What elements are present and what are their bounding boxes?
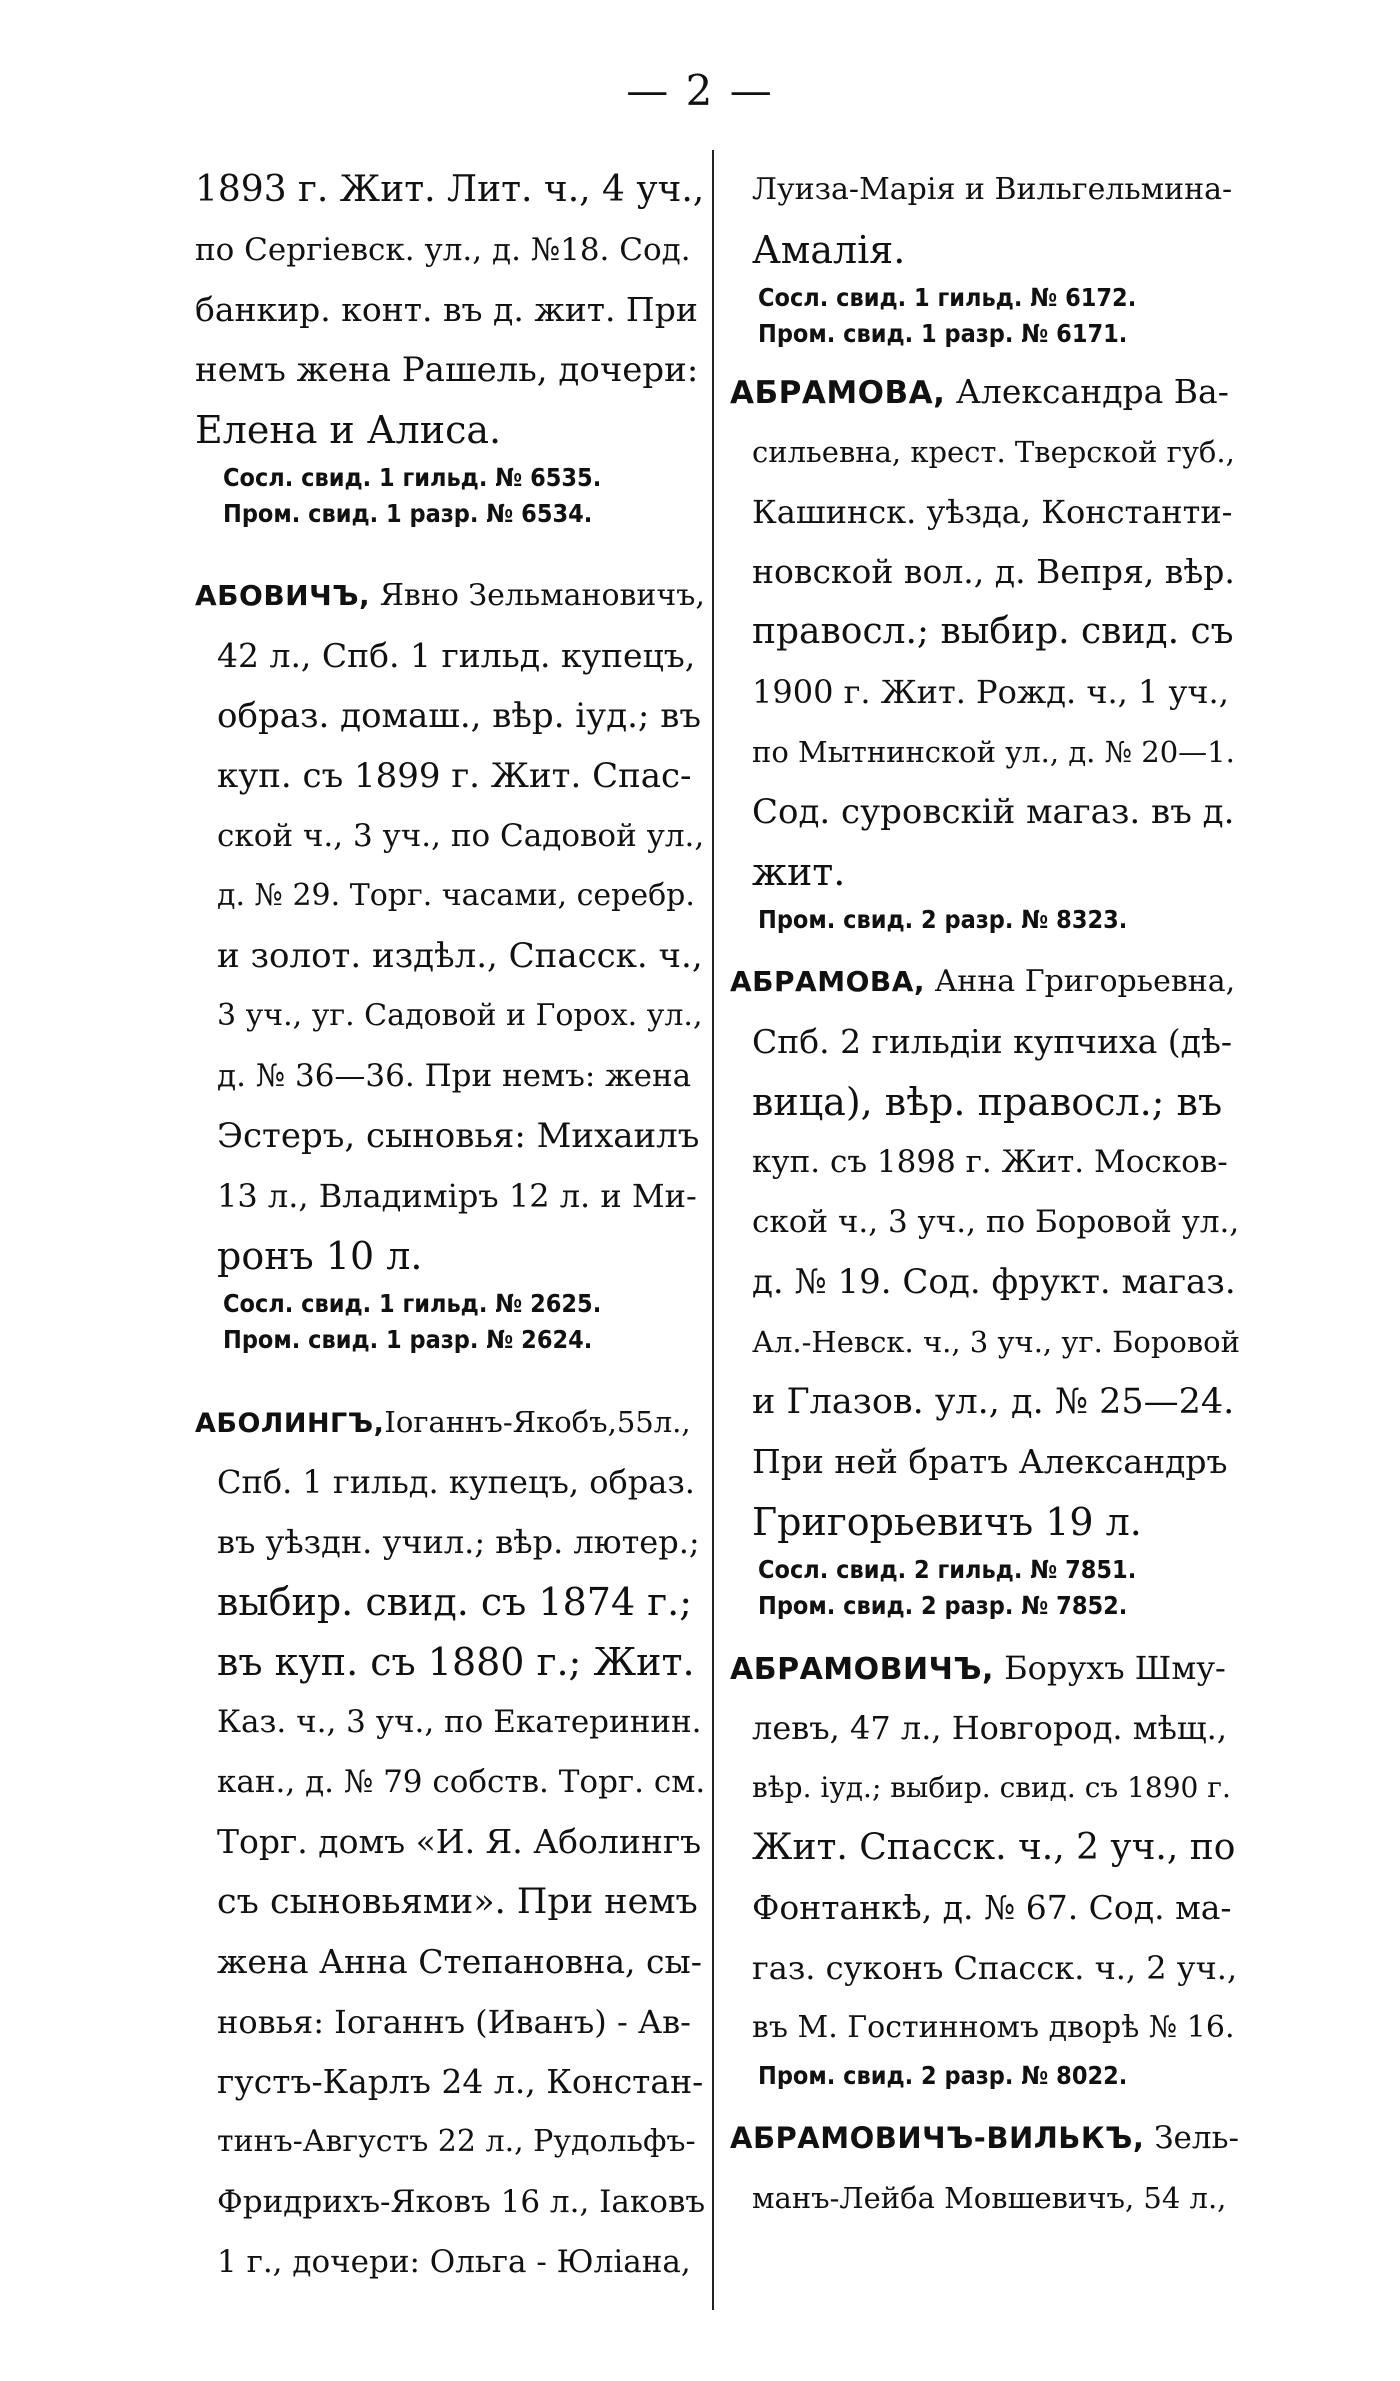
text-line: куп. съ 1899 г. Жит. Спас- bbox=[217, 756, 692, 796]
text-line: тинъ-Августъ 22 л., Рудольфъ- bbox=[217, 2124, 696, 2159]
text-line: 13 л., Владиміръ 12 л. и Ми- bbox=[217, 1177, 697, 1215]
text-line: новья: Іоганнъ (Иванъ) - Ав- bbox=[217, 2003, 691, 2041]
text-line: Ал.-Невск. ч., 3 уч., уг. Боровой bbox=[752, 1325, 1240, 1359]
text-line: Луиза-Марія и Вильгельмина- bbox=[752, 172, 1233, 207]
text-line: Сод. суровскій магаз. въ д. bbox=[752, 792, 1235, 832]
text-line: по Сергіевск. ул., д. №18. Сод. bbox=[195, 232, 691, 268]
text-line: Григорьевичъ 19 л. bbox=[752, 1500, 1142, 1544]
text-line: новской вол., д. Вепря, вѣр. bbox=[752, 552, 1235, 591]
text-line: Эстеръ, сыновья: Михаилъ bbox=[217, 1116, 700, 1156]
text-line: д. № 36—36. При немъ: жена bbox=[217, 1058, 692, 1094]
text-line: вѣр. іуд.; выбир. свид. съ 1890 г. bbox=[752, 1771, 1231, 1804]
text-line: съ сыновьями». При немъ bbox=[217, 1882, 698, 1922]
text-line: въ куп. съ 1880 г.; Жит. bbox=[217, 1640, 695, 1684]
text-line: Елена и Алиса. bbox=[195, 408, 502, 452]
text-line: выбир. свид. съ 1874 г.; bbox=[217, 1580, 692, 1624]
left-column bbox=[195, 160, 705, 2292]
text-line: Амалія. bbox=[752, 228, 906, 272]
text-line: ронъ 10 л. bbox=[217, 1234, 423, 1278]
entry-surname: АБРАМОВИЧЪ-ВИЛЬКЪ, bbox=[730, 2121, 1145, 2155]
entry-surname: АБРАМОВА, bbox=[730, 375, 946, 411]
entry-surname: АБОВИЧЪ, bbox=[195, 579, 371, 612]
entry-surname: АБОЛИНГЪ, bbox=[195, 1408, 385, 1439]
entry-heading-rest: Явно Зельмановичъ, bbox=[370, 578, 705, 613]
entry-heading bbox=[195, 566, 705, 626]
text-line: д. № 29. Торг. часами, серебр. bbox=[217, 878, 695, 913]
text-line: 1893 г. Жит. Лит. ч., 4 уч., bbox=[195, 169, 705, 210]
text-line: Фридрихъ-Яковъ 16 л., Іаковъ bbox=[217, 2184, 706, 2220]
text-line: въ М. Гостинномъ дворѣ № 16. bbox=[752, 2010, 1235, 2045]
text-line: и Глазов. ул., д. № 25—24. bbox=[752, 1382, 1235, 1422]
license-line: Пром. свид. 2 разр. № 7852. bbox=[758, 1591, 1128, 1620]
entry-surname: АБРАМОВА, bbox=[730, 965, 926, 998]
text-line: кан., д. № 79 собств. Торг. см. bbox=[217, 1764, 706, 1800]
text-line: вица), вѣр. правосл.; въ bbox=[752, 1080, 1223, 1124]
text-line: левъ, 47 л., Новгород. мѣщ., bbox=[752, 1709, 1228, 1747]
license-line: Пром. свид. 1 разр. № 6171. bbox=[758, 319, 1128, 348]
license-line: Сосл. свид. 1 гильд. № 6172. bbox=[758, 283, 1137, 312]
text-line: 3 уч., уг. Садовой и Горох. ул., bbox=[217, 998, 703, 1033]
text-line: куп. съ 1898 г. Жит. Москов- bbox=[752, 1144, 1228, 1180]
license-line: Сосл. свид. 2 гильд. № 7851. bbox=[758, 1555, 1137, 1584]
text-line: Жит. Спасск. ч., 2 уч., по bbox=[752, 1827, 1236, 1868]
entry-heading bbox=[730, 1638, 1240, 1698]
text-line: Спб. 2 гильдіи купчиха (дѣ- bbox=[752, 1022, 1233, 1061]
entry-heading bbox=[730, 2108, 1240, 2168]
text-line: 1900 г. Жит. Рожд. ч., 1 уч., bbox=[752, 673, 1229, 711]
right-column bbox=[730, 160, 1240, 2228]
entry-heading-rest: Зель- bbox=[1144, 2120, 1239, 2156]
text-line: 42 л., Спб. 1 гильд. купецъ, bbox=[217, 636, 696, 675]
text-line: по Мытнинской ул., д. № 20—1. bbox=[752, 735, 1235, 769]
entry-heading-rest: Анна Григорьевна, bbox=[925, 964, 1236, 999]
text-line: ской ч., 3 уч., по Садовой ул., bbox=[217, 818, 705, 854]
text-line: Каз. ч., 3 уч., по Екатеринин. bbox=[217, 1704, 702, 1740]
text-line: Фонтанкѣ, д. № 67. Сод. ма- bbox=[752, 1888, 1232, 1927]
text-line: манъ-Лейба Мовшевичъ, 54 л., bbox=[752, 2181, 1227, 2215]
text-line: немъ жена Рашель, дочери: bbox=[195, 350, 699, 390]
text-line: образ. домаш., вѣр. іуд.; въ bbox=[217, 696, 701, 736]
license-line: Пром. свид. 1 разр. № 2624. bbox=[223, 1325, 593, 1354]
text-line: сильевна, крест. Тверской губ., bbox=[752, 435, 1235, 469]
entry-heading bbox=[730, 952, 1240, 1012]
entry-heading-rest: Александра Ва- bbox=[945, 372, 1229, 411]
column-divider bbox=[712, 150, 714, 2310]
text-line: При ней братъ Александръ bbox=[752, 1442, 1228, 1481]
license-line: Сосл. свид. 1 гильд. № 2625. bbox=[223, 1289, 602, 1318]
text-line: жена Анна Степановна, сы- bbox=[217, 1942, 702, 1981]
text-line: Кашинск. уѣзда, Константи- bbox=[752, 493, 1233, 531]
text-line: въ уѣздн. учил.; вѣр. лютер.; bbox=[217, 1523, 700, 1561]
license-line: Пром. свид. 1 разр. № 6534. bbox=[223, 499, 593, 528]
text-line: и золот. издѣл., Спасск. ч., bbox=[217, 936, 703, 976]
entry-surname: АБРАМОВИЧЪ, bbox=[730, 1652, 994, 1687]
text-line: жит. bbox=[752, 850, 846, 894]
text-line: Спб. 1 гильд. купецъ, образ. bbox=[217, 1463, 695, 1501]
text-line: правосл.; выбир. свид. съ bbox=[752, 611, 1234, 652]
entry-heading bbox=[195, 1392, 705, 1452]
text-line: ской ч., 3 уч., по Боровой ул., bbox=[752, 1204, 1240, 1240]
text-line: густъ-Карлъ 24 л., Констан- bbox=[217, 2062, 704, 2101]
entry-heading bbox=[730, 362, 1240, 422]
text-line: газ. суконъ Спасск. ч., 2 уч., bbox=[752, 1949, 1238, 1987]
text-line: 1 г., дочери: Ольга - Юліана, bbox=[217, 2244, 691, 2280]
license-line: Сосл. свид. 1 гильд. № 6535. bbox=[223, 463, 602, 492]
license-line: Пром. свид. 2 разр. № 8323. bbox=[758, 905, 1128, 934]
text-line: банкир. конт. въ д. жит. При bbox=[195, 290, 698, 329]
license-line: Пром. свид. 2 разр. № 8022. bbox=[758, 2061, 1128, 2090]
text-line: д. № 19. Сод. фрукт. магаз. bbox=[752, 1262, 1236, 1302]
page-number: — 2 — bbox=[626, 66, 774, 115]
entry-heading-rest: Іоганнъ-Якобъ,55л., bbox=[384, 1405, 691, 1439]
text-line: Торг. домъ «И. Я. Аболингъ bbox=[217, 1822, 702, 1861]
entry-heading-rest: Борухъ Шму- bbox=[993, 1649, 1226, 1687]
